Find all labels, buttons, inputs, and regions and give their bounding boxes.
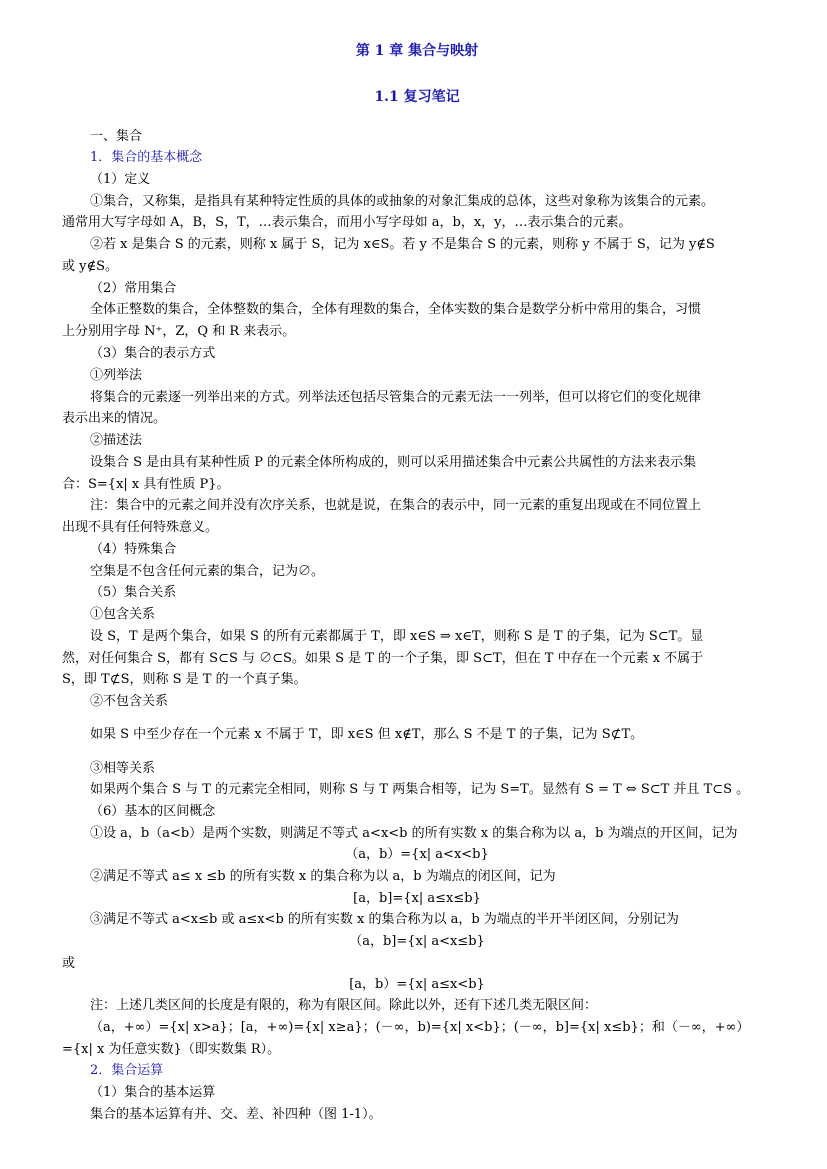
paragraph-line: 设 S，T 是两个集合，如果 S 的所有元素都属于 T，即 x∈S ⇒ x∈T，则称 S 是 T 的子集，记为 S⊂T。显 [90,629,704,644]
paragraph-line: 设集合 S 是由具有某种性质 P 的元素全体所构成的，则可以采用描述集合中元素公共属性的方法来表示集 [90,455,697,470]
heading-set-operations: 2．集合运算 [90,1063,164,1078]
formula-closed-interval: [a，b]={x| a≤x≤b} [353,891,481,906]
paragraph-line: 空集是不包含任何元素的集合，记为∅。 [90,564,325,579]
heading-enumeration: ①列举法 [90,368,143,383]
section-title: 1.1 复习笔记 [374,89,460,105]
heading-basic-concepts: 1．集合的基本概念 [90,150,203,165]
paragraph-line: ③满足不等式 a<x≤b 或 a≤x<b 的所有实数 x 的集合称为以 a，b 为端点的半开半闭区间，分别记为 [90,912,679,927]
paragraph-line: 或 [62,956,76,971]
heading-common-sets: （2）常用集合 [90,281,177,296]
paragraph-line: 上分别用字母 N⁺，Z，Q 和 R 来表示。 [62,324,296,339]
paragraph-line: 或 y∉S。 [62,259,119,274]
note-line: 注：集合中的元素之间并没有次序关系，也就是说，在集合的表示中，同一元素的重复出现或在不同位置上 [90,498,702,513]
chapter-title: 第 1 章 集合与映射 [355,43,479,59]
formula-infinite-intervals: ={x| x 为任意实数}（即实数集 R）。 [62,1042,281,1057]
paragraph-line: 合：S={x| x 具有性质 P}。 [62,477,230,492]
heading-non-inclusion: ②不包含关系 [90,694,169,709]
paragraph-line: ①设 a，b（a<b）是两个实数，则满足不等式 a<x<b 的所有实数 x 的集合称为以 a，b 为端点的开区间，记为 [90,826,738,841]
paragraph-line: 集合的基本运算有并、交、差、补四种（图 1-1）。 [90,1107,382,1122]
paragraph-line: 然，对任何集合 S，都有 S⊂S 与 ∅⊂S。如果 S 是 T 的一个子集，即 S⊂T，但在 T 中存在一个元素 x 不属于 [62,651,704,666]
heading-definition: （1）定义 [90,172,151,187]
heading-basic-operations: （1）集合的基本运算 [90,1085,216,1100]
paragraph-line: 通常用大写字母如 A，B，S，T，…表示集合，而用小写字母如 a，b，x，y，…表示集合的元素。 [62,215,632,230]
heading-intervals: （6）基本的区间概念 [90,804,216,819]
paragraph-line: 如果 S 中至少存在一个元素 x 不属于 T，即 x∈S 但 x∉T，那么 S 不是 T 的子集，记为 S⊄T。 [90,727,644,742]
paragraph-line: 全体正整数的集合，全体整数的集合，全体有理数的集合，全体实数的集合是数学分析中常用的集合，习惯 [90,302,702,317]
heading-sets: 一、集合 [90,129,143,144]
formula-half-open-interval-1: （a，b]={x| a<x≤b} [349,934,485,949]
heading-description: ②描述法 [90,433,143,448]
paragraph-line: 如果两个集合 S 与 T 的元素完全相同，则称 S 与 T 两集合相等，记为 S=T。显然有 S = T ⇔ S⊂T 并且 T⊂S 。 [90,782,750,797]
formula-open-interval: （a，b）={x| a<x<b} [345,847,489,862]
formula-infinite-intervals: （a，+∞）={x| x>a}；[a，+∞)={x| x≥a}；(－∞，b)={x| x<b}；(－∞，b]={x| x≤b}；和（－∞，+∞） [90,1020,750,1035]
paragraph-line: ②满足不等式 a≤ x ≤b 的所有实数 x 的集合称为以 a，b 为端点的闭区间，记为 [90,869,556,884]
formula-half-open-interval-2: [a，b）={x| a≤x<b} [349,977,485,992]
heading-set-relations: （5）集合关系 [90,585,177,600]
paragraph-line: 表示出来的情况。 [62,411,167,426]
paragraph-line: ②若 x 是集合 S 的元素，则称 x 属于 S，记为 x∈S。若 y 不是集合 S 的元素，则称 y 不属于 S，记为 y∉S [90,237,715,252]
heading-representation: （3）集合的表示方式 [90,346,216,361]
heading-inclusion: ①包含关系 [90,607,156,622]
note-line: 注：上述几类区间的长度是有限的，称为有限区间。除此以外，还有下述几类无限区间： [90,998,598,1013]
heading-special-sets: （4）特殊集合 [90,542,177,557]
paragraph-line: ①集合，又称集，是指具有某种特定性质的具体的或抽象的对象汇集成的总体，这些对象称为该集合的元素。 [90,194,715,209]
paragraph-line: S，即 T⊄S，则称 S 是 T 的一个真子集。 [62,672,307,687]
paragraph-line: 将集合的元素逐一列举出来的方式。列举法还包括尽管集合的元素无法一一列举，但可以将它们的变化规律 [90,390,702,405]
note-line: 出现不具有任何特殊意义。 [62,520,219,535]
heading-equality: ③相等关系 [90,761,156,776]
